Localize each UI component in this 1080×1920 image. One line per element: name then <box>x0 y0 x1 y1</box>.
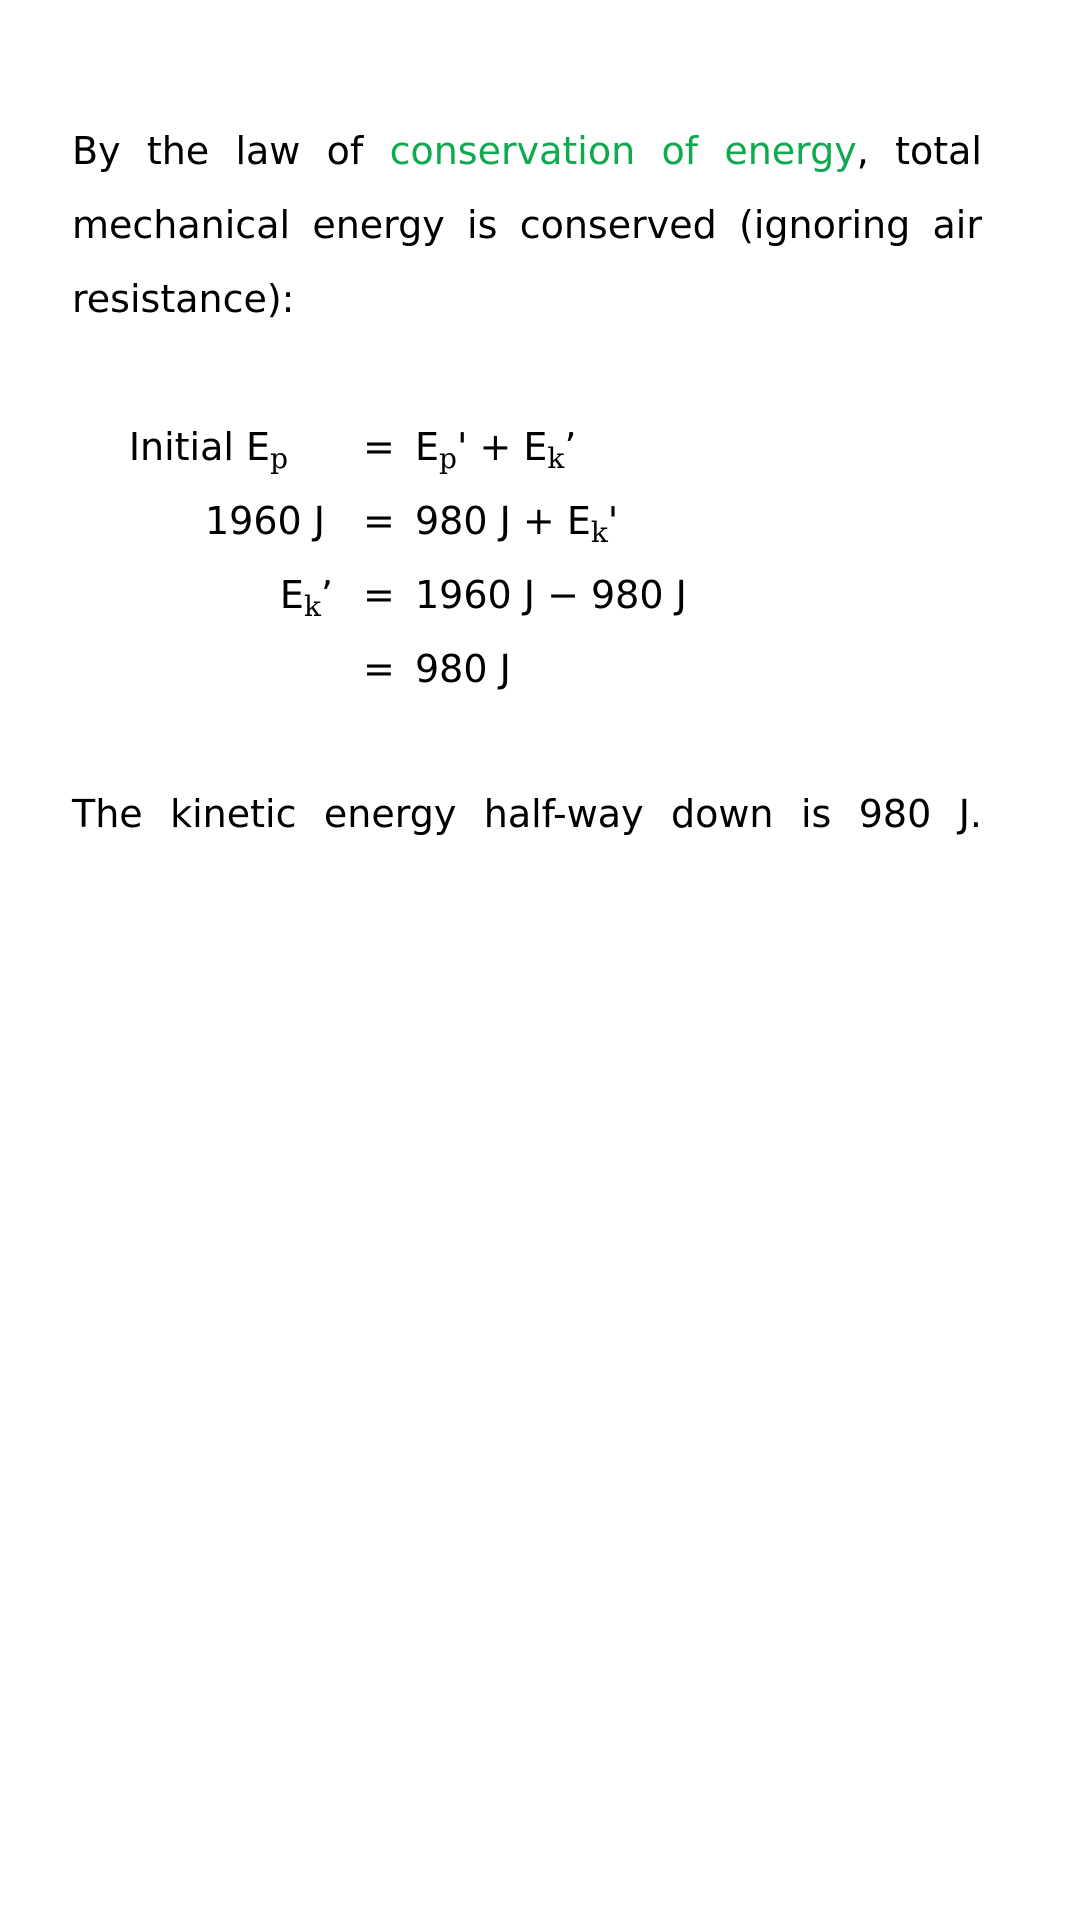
lhs-text: E <box>279 573 304 617</box>
rhs-subscript-2: k <box>547 442 565 475</box>
rhs-subscript: p <box>439 442 457 475</box>
equation-row-4 <box>0 632 1080 706</box>
intro-line-2: mechanical energy is conserved (ignoring air <box>72 203 982 247</box>
intro-text-start: By the law of <box>72 129 364 173</box>
intro-line-3: resistance): <box>72 277 295 321</box>
equation-row-2-rhs <box>415 484 618 558</box>
rhs-prime: ' <box>607 499 619 543</box>
intro-text-end: , total <box>856 129 982 173</box>
intro-line-1 <box>72 114 982 188</box>
intro-paragraph <box>72 114 982 336</box>
rhs-text: 980 J + E <box>415 499 591 543</box>
lhs-subscript: k <box>303 590 321 623</box>
lhs-subscript: p <box>270 442 288 475</box>
equation-row-1-lhs <box>129 410 288 484</box>
equals-sign: = <box>363 499 395 543</box>
equals-sign: = <box>363 573 395 617</box>
conclusion-sentence: The kinetic energy half-way down is 980 J. <box>72 792 982 836</box>
equation-row-1-rhs <box>415 410 576 484</box>
lhs-text: Initial E <box>128 425 271 469</box>
equals-sign: = <box>363 425 395 469</box>
rhs-prime: ’ <box>564 425 577 469</box>
conservation-of-energy-term: conservation of energy <box>389 129 857 173</box>
equation-row-3-lhs <box>280 558 333 632</box>
equation-row-3 <box>0 558 1080 632</box>
rhs-subscript: k <box>590 516 608 549</box>
rhs-text: E <box>415 425 440 469</box>
equation-row-2-lhs: 1960 J <box>205 499 325 543</box>
rhs-text-tail: ' + E <box>456 425 548 469</box>
equation-row-2 <box>0 484 1080 558</box>
equals-sign: = <box>363 647 395 691</box>
equation-row-1 <box>0 410 1080 484</box>
equation-row-3-rhs: 1960 J − 980 J <box>415 573 687 617</box>
lhs-prime: ’ <box>320 573 333 617</box>
equation-row-4-rhs: 980 J <box>415 647 511 691</box>
